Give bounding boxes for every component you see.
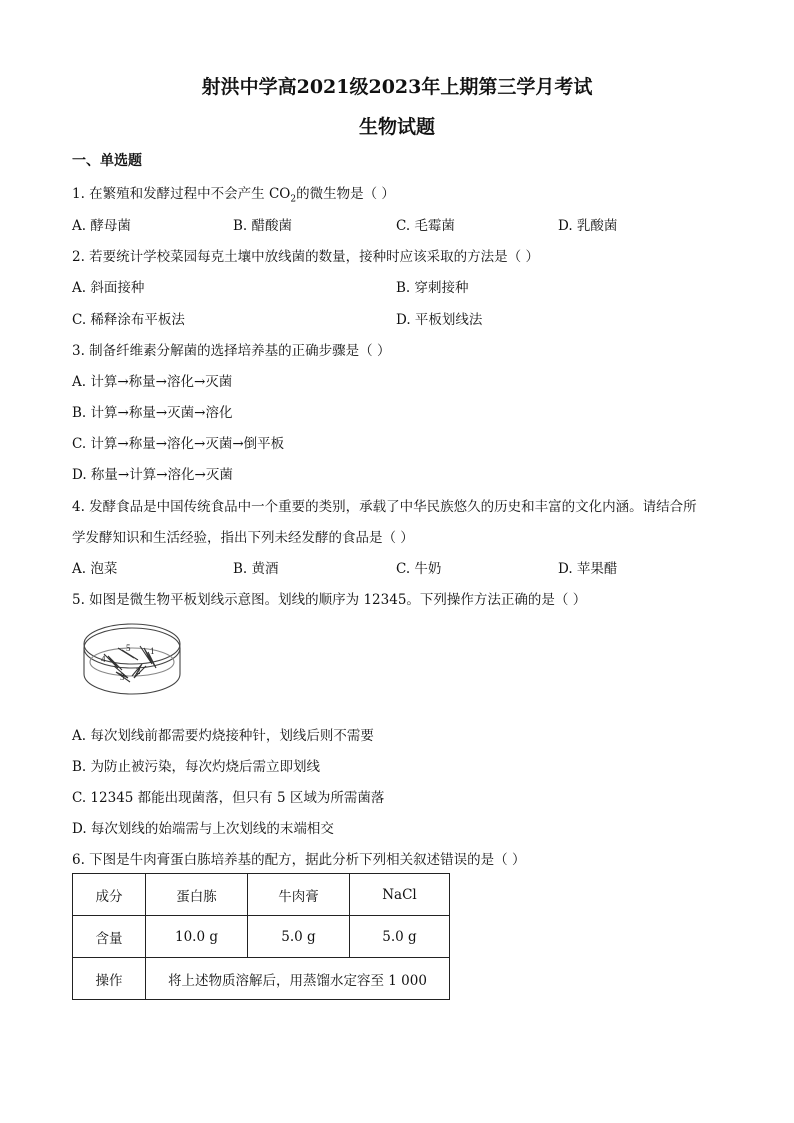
q1-stem-sub: 2 — [290, 194, 297, 205]
question-1-stem — [72, 182, 395, 205]
q5-option-a: A. 每次划线前都需要灼烧接种针，划线后则不需要 — [72, 728, 374, 744]
table-cell: 牛肉膏 — [248, 874, 350, 916]
table-row — [73, 916, 450, 958]
table-cell: NaCl — [350, 874, 450, 916]
q1-stem-post: 的微生物是（ ） — [296, 186, 395, 202]
streak-label-5: 5 — [126, 643, 131, 653]
question-4-stem-line2: 学发酵知识和生活经验，指出下列未经发酵的食品是（ ） — [72, 530, 414, 546]
table-cell: 操作 — [73, 958, 146, 1000]
table-cell: 将上述物质溶解后，用蒸馏水定容至 1 000 — [146, 958, 450, 1000]
q1-stem-pre: 1. 在繁殖和发酵过程中不会产生 CO — [72, 186, 291, 202]
q4-option-b: B. 黄酒 — [233, 561, 279, 577]
streak-label-3: 3 — [120, 672, 125, 682]
dish-lid-rim — [84, 624, 180, 664]
streak-label-1: 1 — [150, 646, 155, 656]
table-cell: 含量 — [73, 916, 146, 958]
question-6-stem: 6. 下图是牛肉膏蛋白胨培养基的配方，据此分析下列相关叙述错误的是（ ） — [72, 852, 526, 868]
streak-label-2: 2 — [136, 666, 141, 676]
q2-option-c: C. 稀释涂布平板法 — [72, 312, 185, 328]
q3-option-b: B. 计算→称量→灭菌→溶化 — [72, 405, 233, 421]
table-cell: 5.0 g — [350, 916, 450, 958]
question-5-stem: 5. 如图是微生物平板划线示意图。划线的顺序为 12345。下列操作方法正确的是（ ） — [72, 592, 587, 608]
q5-option-d: D. 每次划线的始端需与上次划线的末端相交 — [72, 821, 334, 837]
table-cell: 10.0 g — [146, 916, 248, 958]
question-4-stem-line1: 4. 发酵食品是中国传统食品中一个重要的类别，承载了中华民族悠久的历史和丰富的文化内涵。请结合所 — [72, 499, 697, 515]
petri-dish-streak-figure — [80, 618, 184, 710]
q2-option-a: A. 斜面接种 — [72, 280, 145, 296]
table-cell: 成分 — [73, 874, 146, 916]
exam-title: 射洪中学高2021级2023年上期第三学月考试 — [201, 76, 593, 98]
table-row — [73, 958, 450, 1000]
q4-option-c: C. 牛奶 — [396, 561, 442, 577]
q1-option-b: B. 醋酸菌 — [233, 218, 293, 234]
q1-option-d: D. 乳酸菌 — [558, 218, 618, 234]
section-heading: 一、单选题 — [72, 153, 142, 169]
q4-option-d: D. 苹果醋 — [558, 561, 618, 577]
exam-subject: 生物试题 — [358, 116, 435, 138]
q1-option-c: C. 毛霉菌 — [396, 218, 455, 234]
medium-recipe-table — [72, 873, 450, 1000]
q2-option-d: D. 平板划线法 — [396, 312, 483, 328]
q2-option-b: B. 穿刺接种 — [396, 280, 469, 296]
q1-option-a: A. 酵母菌 — [72, 218, 131, 234]
table-cell: 蛋白胨 — [146, 874, 248, 916]
q4-option-a: A. 泡菜 — [72, 561, 118, 577]
streak-region-4 — [104, 654, 122, 670]
streak-label-4: 4 — [101, 654, 106, 664]
q5-option-b: B. 为防止被污染，每次灼烧后需立即划线 — [72, 759, 321, 775]
q5-option-c: C. 12345 都能出现菌落，但只有 5 区域为所需菌落 — [72, 790, 385, 806]
table-row — [73, 874, 450, 916]
q3-option-a: A. 计算→称量→溶化→灭菌 — [72, 374, 233, 390]
question-3-stem: 3. 制备纤维素分解菌的选择培养基的正确步骤是（ ） — [72, 343, 391, 359]
question-2-stem: 2. 若要统计学校菜园每克土壤中放线菌的数量，接种时应该采取的方法是（ ） — [72, 249, 539, 265]
q3-option-d: D. 称量→计算→溶化→灭菌 — [72, 467, 233, 483]
table-cell: 5.0 g — [248, 916, 350, 958]
q3-option-c: C. 计算→称量→溶化→灭菌→倒平板 — [72, 436, 285, 452]
